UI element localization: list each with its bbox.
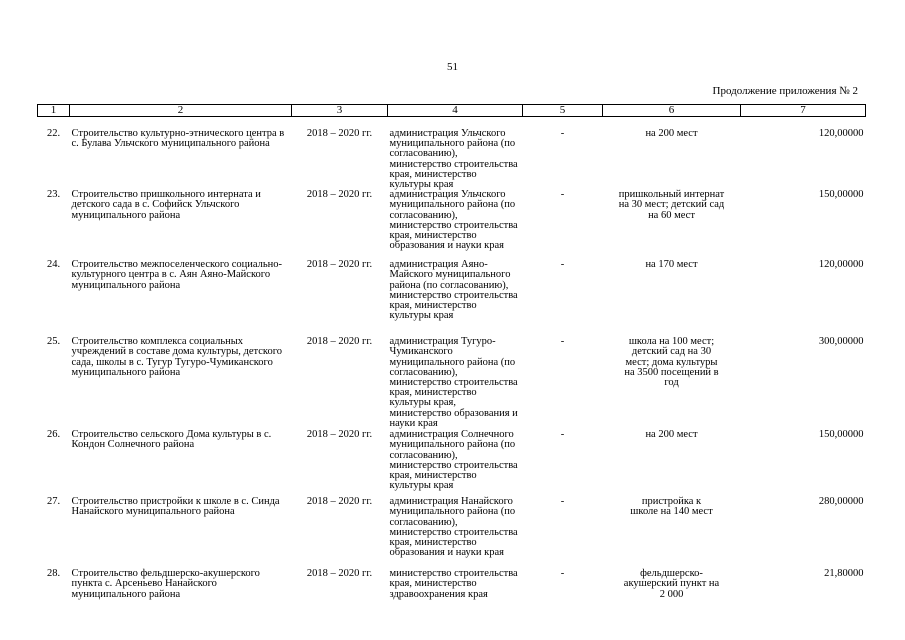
project-capacity: на 200 мест xyxy=(645,128,698,139)
project-years: 2018 – 2020 гг. xyxy=(306,336,373,348)
project-name: Строительство культурно-этнического центра в с. Булава Ульчского муниципального района xyxy=(71,128,285,150)
project-col5: - xyxy=(560,496,565,508)
column-number: 6 xyxy=(603,105,741,117)
table-row xyxy=(38,190,866,260)
projects-table xyxy=(37,104,866,609)
row-number: 28. xyxy=(46,568,61,580)
project-executor: администрация Нанайского муниципального района (по согласованию), министерство строительства края, министерство образования и науки края xyxy=(389,496,518,559)
project-capacity: фельдшерско-акушерский пункт на 2 000 xyxy=(623,568,720,600)
project-years: 2018 – 2020 гг. xyxy=(306,429,373,441)
project-col5: - xyxy=(560,189,565,201)
row-number: 22. xyxy=(46,128,61,139)
row-number: 24. xyxy=(46,259,61,271)
table-row xyxy=(38,260,866,337)
page-number: 51 xyxy=(447,61,458,73)
row-number: 25. xyxy=(46,336,61,348)
row-number: 27. xyxy=(46,496,61,508)
project-years: 2018 – 2020 гг. xyxy=(306,496,373,508)
project-cost: 21,80000 xyxy=(824,568,864,580)
project-capacity: пристройка к школе на 140 мест xyxy=(630,496,713,518)
project-capacity: школа на 100 мест; детский сад на 30 мест; дома культуры на 3500 посещений в год xyxy=(624,336,719,389)
column-number: 7 xyxy=(741,105,866,117)
project-years: 2018 – 2020 гг. xyxy=(306,568,373,580)
project-years: 2018 – 2020 гг. xyxy=(306,189,373,201)
project-name: Строительство пришкольного интерната и детского сада в с. Софийск Ульчского муниципального района xyxy=(71,189,261,221)
project-cost: 150,00000 xyxy=(818,429,864,441)
project-col5: - xyxy=(560,429,565,441)
project-cost: 150,00000 xyxy=(818,189,864,201)
project-executor: администрация Ульчского муниципального района (по согласованию), министерство строительства края, министерство образования и науки края xyxy=(389,189,518,252)
project-executor: администрация Аяно-Майского муниципального района (по согласованию), министерство строительства края, министерство культуры края xyxy=(389,259,518,322)
project-col5: - xyxy=(560,568,565,580)
project-capacity: на 170 мест xyxy=(645,259,698,271)
column-number: 5 xyxy=(523,105,603,117)
project-cost: 280,00000 xyxy=(818,496,864,508)
column-number: 2 xyxy=(70,105,292,117)
column-number: 1 xyxy=(38,105,70,117)
project-executor: министерство строительства края, министерство здравоохранения края xyxy=(389,568,518,600)
table-row xyxy=(38,569,866,609)
project-name: Строительство пристройки к школе в с. Синда Нанайского муниципального района xyxy=(71,496,280,518)
table-row xyxy=(38,337,866,430)
table-row xyxy=(38,430,866,497)
table-row xyxy=(38,117,866,191)
project-col5: - xyxy=(560,259,565,271)
project-capacity: на 200 мест xyxy=(645,429,698,441)
row-number: 23. xyxy=(46,189,61,201)
column-number: 3 xyxy=(292,105,388,117)
column-number: 4 xyxy=(388,105,523,117)
project-years: 2018 – 2020 гг. xyxy=(306,128,373,139)
project-name: Строительство фельдшерско-акушерского пункта с. Арсеньево Нанайского муниципального района xyxy=(71,568,260,600)
project-executor: администрация Ульчского муниципального района (по согласованию), министерство строительства края, министерство культуры края xyxy=(389,128,518,191)
project-cost: 300,00000 xyxy=(818,336,864,348)
project-name: Строительство комплекса социальных учреждений в составе дома культуры, детского сада, школы в с. Тугур Тугуро-Чумиканского муниципального района xyxy=(71,336,283,378)
project-years: 2018 – 2020 гг. xyxy=(306,259,373,271)
continuation-label: Продолжение приложения № 2 xyxy=(712,85,858,97)
table-row xyxy=(38,497,866,569)
row-number: 26. xyxy=(46,429,61,441)
project-name: Строительство межпоселенческого социально-культурного центра в с. Аян Аяно-Майского муниципального района xyxy=(71,259,283,291)
project-executor: администрация Тугуро-Чумиканского муниципального района (по согласованию), министерство строительства края, министерство культуры края, министерство образования и науки края xyxy=(389,336,518,429)
project-col5: - xyxy=(560,128,565,139)
project-cost: 120,00000 xyxy=(818,259,864,271)
project-capacity: пришкольный интернат на 30 мест; детский сад на 60 мест xyxy=(618,189,725,221)
project-name: Строительство сельского Дома культуры в с. Кондон Солнечного района xyxy=(71,429,272,451)
project-executor: администрация Солнечного муниципального района (по согласованию), министерство строительства края, министерство культуры края xyxy=(389,429,518,492)
column-number-row xyxy=(38,105,866,117)
project-col5: - xyxy=(560,336,565,348)
project-cost: 120,00000 xyxy=(818,128,864,139)
